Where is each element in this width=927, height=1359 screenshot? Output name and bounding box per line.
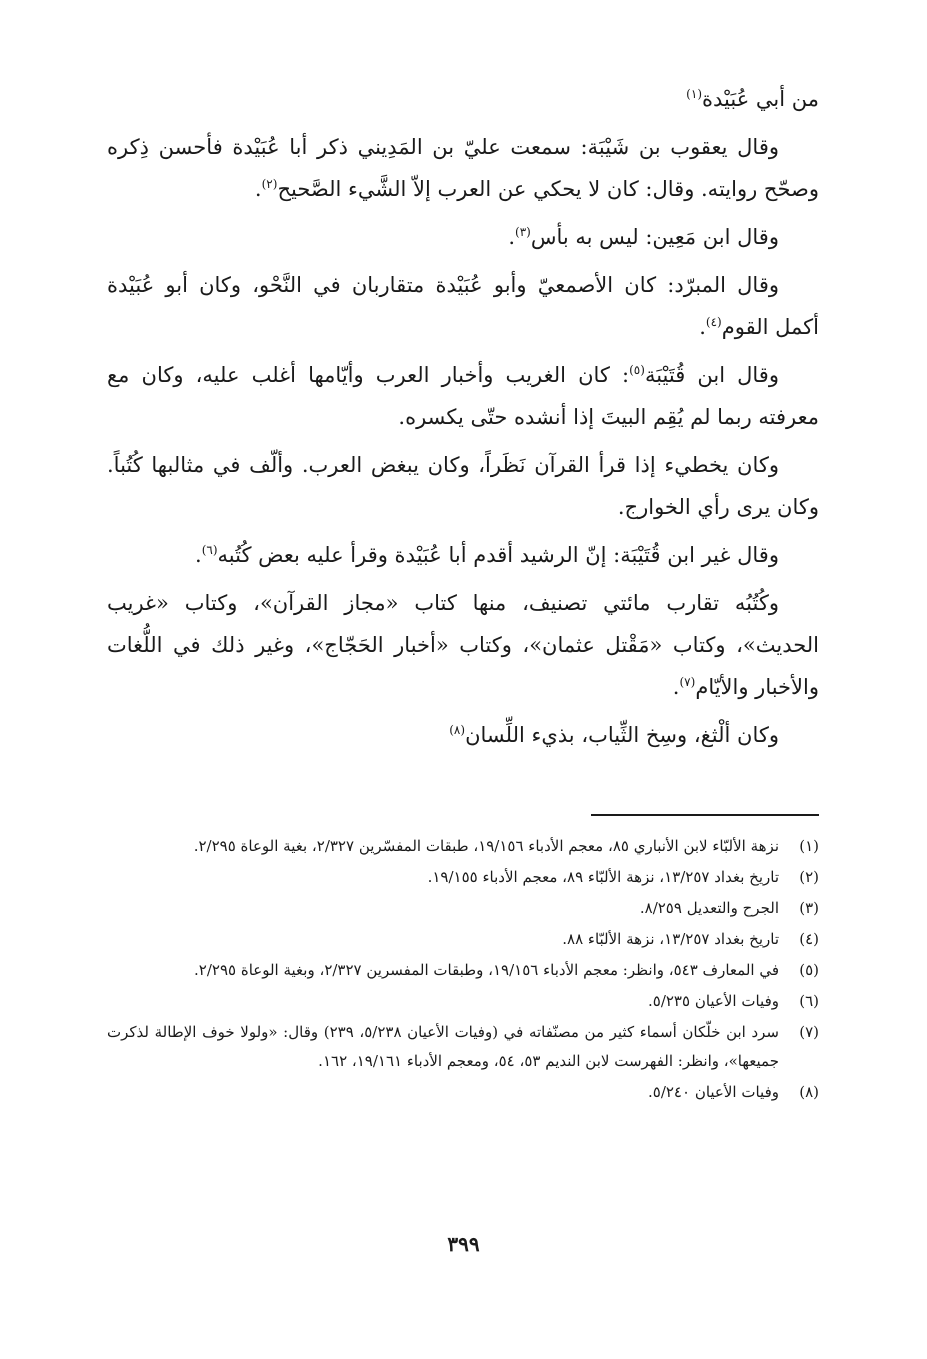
paragraph-5 [107, 354, 819, 438]
paragraph-tail: . [699, 315, 706, 339]
footnote-number: (٤) [799, 930, 819, 948]
footnote-ref: (٨) [449, 723, 466, 737]
paragraph-tail: : كان الغريب وأخبار العرب وأيّامها أغلب عليه، وكان مع معرفته ربما لم يُقِم البيتَ إذا أنشده حتّى يكسره. [107, 363, 819, 429]
footnote-divider [591, 814, 819, 816]
footnote-number: (٥) [799, 961, 819, 979]
footnote-8 [107, 1078, 819, 1107]
paragraph-text: وكان ألْثغ، وسِخ الثِّياب، بذيء اللِّسان [465, 723, 779, 747]
footnote-text: نزهة الألبّاء لابن الأنباري ٨٥، معجم الأدباء ١٩/١٥٦، طبقات المفسّرين ٢/٣٢٧، بغية الوعاة ٢/٢٩٥. [193, 837, 779, 855]
footnote-ref: (٦) [201, 543, 218, 557]
paragraph-text: وكُتُبُه تقارب مائتي تصنيف، منها كتاب «مجاز القرآن»، وكتاب «غريب الحديث»، وكتاب «مَقْتل عثمان»، وكتاب «أخبار الحَجّاج»، وغير ذلك في اللُّغات والأخبار والأيّام [107, 591, 819, 699]
page-number: ٣٩٩ [447, 1232, 480, 1256]
footnote-text: تاريخ بغداد ١٣/٢٥٧، نزهة الألبّاء ٨٨. [562, 930, 779, 948]
footnote-6 [107, 987, 819, 1016]
footnote-1 [107, 832, 819, 861]
footnote-ref: (٤) [705, 315, 722, 329]
paragraph-text: وكان يخطيء إذا قرأ القرآن نَظَراً، وكان يبغض العرب. وألّف في مثالبها كُتُباً. وكان يرى رأي الخوارج. [107, 453, 819, 519]
footnote-text: في المعارف ٥٤٣، وانظر: معجم الأدباء ١٩/١٥٦، وطبقات المفسرين ٢/٣٢٧، وبغية الوعاة ٢/٢٩٥. [194, 961, 779, 979]
paragraph-2 [107, 126, 819, 210]
paragraph-tail: . [195, 543, 202, 567]
paragraph-7 [107, 534, 819, 576]
footnote-5 [107, 956, 819, 985]
paragraph-9 [107, 714, 819, 756]
footnote-text: الجرح والتعديل ٨/٢٥٩. [639, 899, 779, 917]
paragraph-tail: . [672, 675, 680, 699]
paragraph-tail: . [508, 225, 516, 249]
paragraph-text: وقال ابن قُتَيْبَة [644, 363, 779, 387]
footnote-number: (٣) [799, 899, 819, 917]
footnote-number: (١) [799, 837, 819, 855]
paragraph-text: وقال غير ابن قُتَيْبَة: إنّ الرشيد أقدم أبا عُبَيْدة وقرأ عليه بعض كُتُبه [217, 543, 779, 567]
footnotes [107, 832, 819, 1109]
footnote-number: (٢) [799, 868, 819, 886]
paragraph-text: من أبي عُبَيْدة [702, 87, 819, 111]
paragraph-8 [107, 582, 819, 708]
paragraph-text: وقال المبرّد: كان الأصمعيّ وأبو عُبَيْدة متقاربان في النَّحْو، وكان أبو عُبَيْدة أكمل القوم [107, 273, 819, 339]
footnote-4 [107, 925, 819, 954]
footnote-text: وفيات الأعيان ٥/٢٣٥. [647, 992, 779, 1010]
footnote-7 [107, 1018, 819, 1076]
footnote-number: (٧) [799, 1023, 819, 1041]
paragraph-3 [107, 216, 819, 258]
main-text [107, 78, 819, 762]
footnote-number: (٨) [799, 1083, 819, 1101]
footnote-ref: (١) [686, 87, 702, 101]
footnote-text: سرد ابن خلّكان أسماء كثير من مصنّفاته في (وفيات الأعيان ٥/٢٣٨، ٢٣٩) وقال: «ولولا خوف الإطالة لذكرت جميعها»، وانظر: الفهرست لابن النديم ٥٣، ٥٤، ومعجم الأدباء ١٩/١٦١، ١٦٢. [107, 1023, 779, 1070]
paragraph-6 [107, 444, 819, 528]
paragraph-tail: . [254, 177, 262, 201]
footnote-text: تاريخ بغداد ١٣/٢٥٧، نزهة الألبّاء ٨٩، معجم الأدباء ١٩/١٥٥. [427, 868, 779, 886]
paragraph-1 [107, 78, 819, 120]
footnote-ref: (٢) [261, 177, 278, 191]
paragraph-4 [107, 264, 819, 348]
footnote-text: وفيات الأعيان ٥/٢٤٠. [647, 1083, 779, 1101]
paragraph-text: وقال يعقوب بن شَيْبَة: سمعت عليّ بن المَدِيني ذكر أبا عُبَيْدة فأحسن ذِكره وصحّح روايته. وقال: كان لا يحكي عن العرب إلاّ الشَّيء الصَّحيح [107, 135, 819, 201]
footnote-3 [107, 894, 819, 923]
footnote-ref: (٥) [629, 363, 645, 377]
footnote-ref: (٣) [515, 225, 531, 239]
footnote-ref: (٧) [679, 675, 696, 689]
footnote-number: (٦) [799, 992, 819, 1010]
paragraph-text: وقال ابن مَعِين: ليس به بأس [530, 225, 779, 249]
footnote-2 [107, 863, 819, 892]
